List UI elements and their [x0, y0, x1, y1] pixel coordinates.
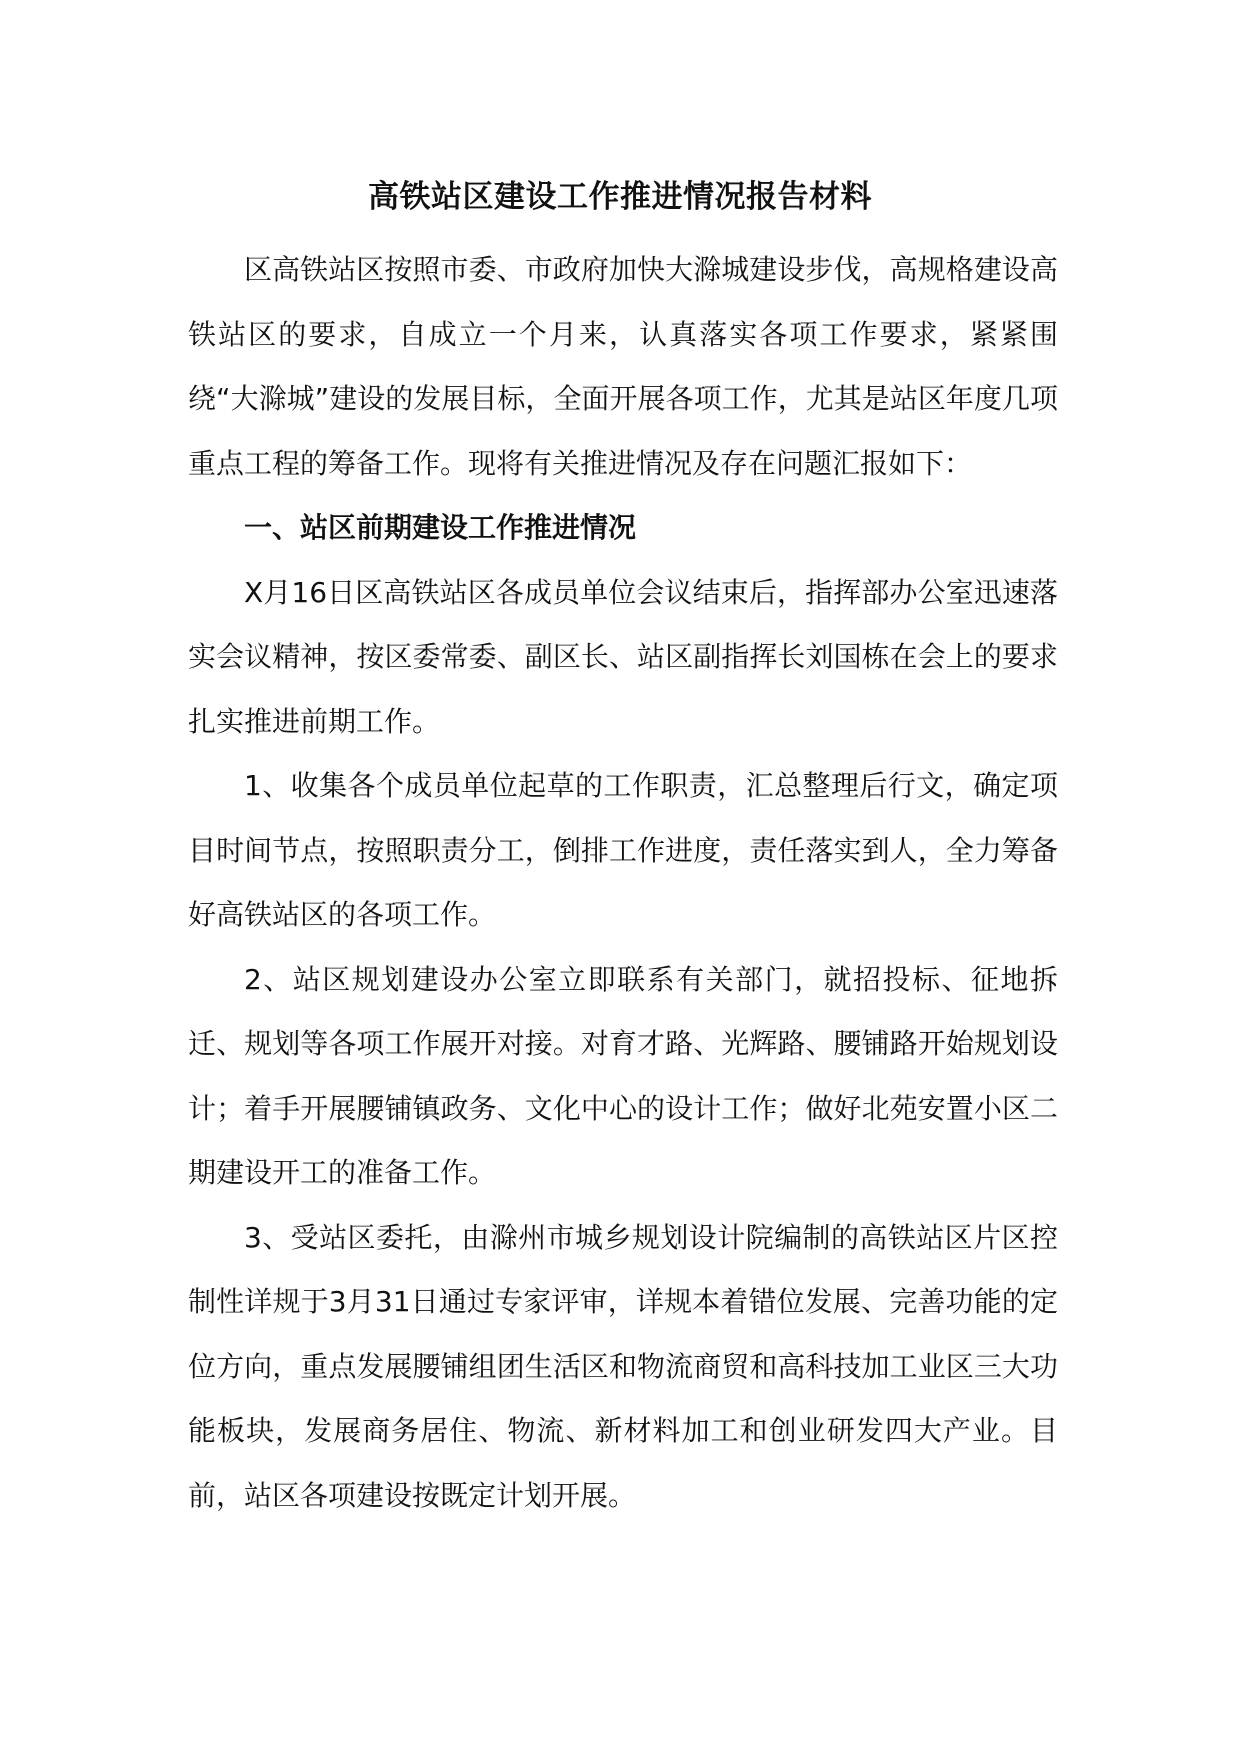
list-item-2: 2、站区规划建设办公室立即联系有关部门，就招投标、征地拆迁、规划等各项工作展开对接。对育才路、光辉路、腰铺路开始规划设计；着手开展腰铺镇政务、文化中心的设计工作；做好北苑安置小区二期建设开工的准备工作。 — [188, 962, 1058, 1189]
intro-paragraph: 区高铁站区按照市委、市政府加快大滁城建设步伐，高规格建设高铁站区的要求，自成立一个月来，认真落实各项工作要求，紧紧围绕“大滁城”建设的发展目标，全面开展各项工作，尤其是站区年度几项重点工程的筹备工作。现将有关推进情况及存在问题汇报如下： — [188, 253, 1058, 480]
document-title: 高铁站区建设工作推进情况报告材料 — [368, 179, 872, 215]
section-heading-1: 一、站区前期建设工作推进情况 — [244, 511, 637, 544]
section1-intro-paragraph: X月16日区高铁站区各成员单位会议结束后，指挥部办公室迅速落实会议精神，按区委常委、副区长、站区副指挥长刘国栋在会上的要求扎实推进前期工作。 — [188, 575, 1058, 738]
list-item-3: 3、受站区委托，由滁州市城乡规划设计院编制的高铁站区片区控制性详规于3月31日通过专家评审，详规本着错位发展、完善功能的定位方向，重点发展腰铺组团生活区和物流商贸和高科技加工业区三大功能板块，发展商务居住、物流、新材料加工和创业研发四大产业。目前，站区各项建设按既定计划开展。 — [188, 1220, 1058, 1512]
document-body — [188, 238, 1058, 1528]
list-item-1: 1、收集各个成员单位起草的工作职责，汇总整理后行文，确定项目时间节点，按照职责分工，倒排工作进度，责任落实到人，全力筹备好高铁站区的各项工作。 — [188, 769, 1058, 931]
